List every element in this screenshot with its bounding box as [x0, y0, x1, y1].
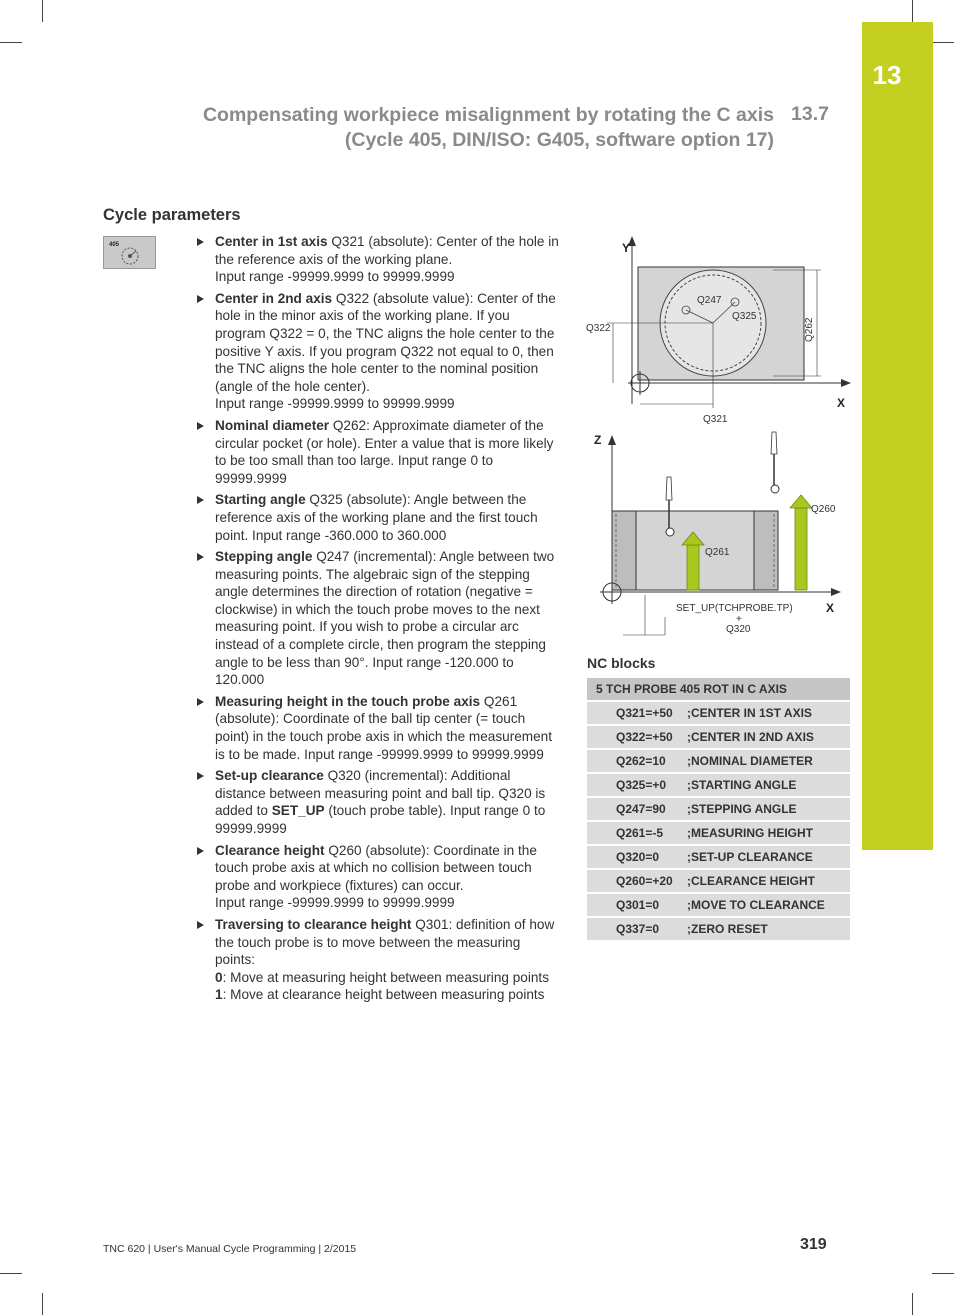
param-range: Input range -99999.9999 to 99999.9999 [215, 396, 455, 412]
chapter-tab [862, 22, 933, 850]
nc-param: Q260=+20 [587, 869, 687, 893]
crop-mark [0, 1273, 22, 1274]
param-range: Input range -120.000 to 120.000 [215, 654, 514, 688]
nc-row [587, 749, 850, 773]
param-name: Starting angle [215, 492, 306, 508]
setup-label: SET_UP(TCHPROBE.TP) [676, 603, 793, 614]
nc-comment: ;CLEARANCE HEIGHT [687, 869, 850, 893]
param-desc: Q322 (absolute value): Center of the hole in the minor axis of the working plane. If you program Q322 = 0, the TNC aligns the hole center to the positive Y axis. If you program Q322 not equal to 0, then the TNC aligns the hole center to the nominal position (angle of the hole center). [215, 290, 556, 394]
footer-text: TNC 620 | User's Manual Cycle Programming | 2/2015 [103, 1243, 357, 1255]
plus-label: + [736, 614, 742, 625]
param-item [192, 767, 562, 837]
section-title: Cycle parameters [103, 206, 241, 224]
param-item [192, 693, 562, 763]
param-item [192, 233, 562, 286]
param-desc: Q320 (incremental): Additional distance between measuring point and ball tip. Q320 is added to [215, 768, 546, 819]
param-desc: Q260 (absolute): Coordinate in the touch probe axis at which no collision between touch probe and workpiece (fixtures) can occur. [215, 842, 537, 893]
crop-mark [932, 1273, 954, 1274]
q320-label: Q320 [726, 624, 751, 635]
nc-blocks-title: NC blocks [587, 655, 656, 671]
param-name: Set-up clearance [215, 768, 324, 784]
chapter-number: 13 [872, 60, 902, 90]
param-item [192, 417, 562, 487]
param-desc: Q261 (absolute): Coordinate of the ball tip center (= touch point) in the touch probe axis in which the measurement is to be made. [215, 693, 553, 762]
nc-comment: ;MOVE TO CLEARANCE [687, 893, 850, 917]
option-text: : Move at measuring height between measuring points [222, 969, 549, 985]
crop-mark [912, 0, 913, 22]
param-item [192, 916, 562, 1004]
top-view [586, 236, 851, 425]
param-desc: Q325 (absolute): Angle between the reference axis of the working plane and the first touch point. [215, 492, 538, 543]
nc-comment: ;CENTER IN 1ST AXIS [687, 701, 850, 725]
crop-mark [912, 1293, 913, 1315]
q325-label: Q325 [732, 311, 757, 322]
param-desc: Q247 (incremental): Angle between two measuring points. The algebraic sign of the stepping angle determines the direction of rotation (negative = clockwise) in which the touch probe moves to the next measuring point. If you wish to probe a circular arc instead of a complete circle, then program the stepping angle to be less than 90°. [215, 549, 555, 670]
q261-label: Q261 [705, 547, 730, 558]
param-range: Input range -99999.9999 to 99999.9999 [215, 269, 455, 285]
q321-label: Q321 [703, 414, 728, 425]
q247-label: Q247 [697, 295, 722, 306]
nc-blocks-table [587, 678, 850, 942]
bullet-arrow-icon [197, 698, 204, 706]
param-name: Center in 1st axis [215, 234, 328, 249]
nc-row [587, 725, 850, 749]
param-desc-cont: (touch probe table). [324, 803, 447, 819]
crop-mark [42, 0, 43, 22]
side-view [594, 432, 841, 635]
nc-param: Q337=0 [587, 917, 687, 941]
nc-comment: ;NOMINAL DIAMETER [687, 749, 850, 773]
bullet-arrow-icon [197, 921, 204, 929]
param-name: Clearance height [215, 842, 325, 858]
param-range: Input range -99999.9999 to 99999.9999 [215, 895, 455, 911]
nc-param: Q320=0 [587, 845, 687, 869]
crop-mark [932, 42, 954, 43]
param-item [192, 548, 562, 689]
x-axis-label-side: X [826, 601, 835, 615]
cycle-405-icon [103, 236, 156, 269]
nc-comment: ;CENTER IN 2ND AXIS [687, 725, 850, 749]
nc-row [587, 893, 850, 917]
cycle-diagram [583, 232, 853, 642]
q262-label: Q262 [804, 317, 815, 342]
param-range: Input range -99999.9999 to 99999.9999 [304, 746, 544, 762]
nc-row [587, 869, 850, 893]
bullet-arrow-icon [197, 553, 204, 561]
nc-comment: ;STARTING ANGLE [687, 773, 850, 797]
option-key: 1 [215, 987, 223, 1003]
param-name: Measuring height in the touch probe axis [215, 693, 481, 709]
header-title-line1: Compensating workpiece misalignment by rotating the C axis [202, 104, 774, 126]
nc-param: Q301=0 [587, 893, 687, 917]
nc-param: Q247=90 [587, 797, 687, 821]
bullet-arrow-icon [197, 847, 204, 855]
nc-row [587, 821, 850, 845]
param-desc: Q262: Approximate diameter of the circular pocket (or hole). Enter a value that is more likely to be too small than too large. [215, 417, 554, 469]
param-item [192, 290, 562, 413]
nc-param: Q325=+0 [587, 773, 687, 797]
page-header-title [203, 103, 774, 153]
crop-mark [42, 1293, 43, 1315]
param-range: Input range 0 to 99999.9999 [215, 803, 546, 836]
header-title-line2: (Cycle 405, DIN/ISO: G405, software option 17) [344, 129, 774, 151]
option-text: : Move at clearance height between measuring points [222, 987, 545, 1003]
z-axis-label: Z [594, 433, 602, 447]
q322-label: Q322 [586, 323, 611, 334]
nc-block-head-row [587, 678, 850, 701]
nc-param: Q261=-5 [587, 821, 687, 845]
nc-block-head: 5 TCH PROBE 405 ROT IN C AXIS [587, 678, 850, 701]
bullet-arrow-icon [197, 422, 204, 430]
nc-row [587, 797, 850, 821]
cycle-icon-label: 405 [109, 242, 120, 248]
bullet-arrow-icon [197, 496, 204, 504]
nc-row [587, 773, 850, 797]
section-number: 13.7 [791, 103, 829, 125]
y-axis-label: Y [622, 241, 631, 255]
cycle-parameter-list [192, 233, 562, 1008]
nc-row [587, 845, 850, 869]
param-name: Center in 2nd axis [215, 290, 333, 306]
param-item [192, 842, 562, 912]
nc-comment: ;SET-UP CLEARANCE [687, 845, 850, 869]
param-desc: Q301: definition of how the touch probe is to move between the measuring points: [215, 916, 555, 968]
nc-param: Q322=+50 [587, 725, 687, 749]
nc-row [587, 917, 850, 941]
page-number: 319 [800, 1236, 827, 1253]
param-name: Stepping angle [215, 549, 313, 565]
param-name: Nominal diameter [215, 417, 330, 433]
param-keyword: SET_UP [271, 803, 325, 819]
crop-mark [0, 42, 22, 43]
nc-comment: ;STEPPING ANGLE [687, 797, 850, 821]
option-key: 0 [215, 969, 223, 985]
nc-param: Q262=10 [587, 749, 687, 773]
bullet-arrow-icon [197, 772, 204, 780]
nc-param: Q321=+50 [587, 701, 687, 725]
param-range: Input range -360.000 to 360.000 [252, 527, 447, 543]
param-name: Traversing to clearance height [215, 916, 412, 932]
param-desc: Q321 (absolute): Center of the hole in the reference axis of the working plane. [215, 234, 559, 267]
bullet-arrow-icon [197, 238, 204, 246]
param-range: Input range 0 to 99999.9999 [215, 453, 494, 486]
bullet-arrow-icon [197, 295, 204, 303]
param-item [192, 491, 562, 544]
q260-label: Q260 [811, 504, 836, 515]
nc-row [587, 701, 850, 725]
nc-comment: ;ZERO RESET [687, 917, 850, 941]
nc-comment: ;MEASURING HEIGHT [687, 821, 850, 845]
x-axis-label: X [837, 396, 846, 410]
